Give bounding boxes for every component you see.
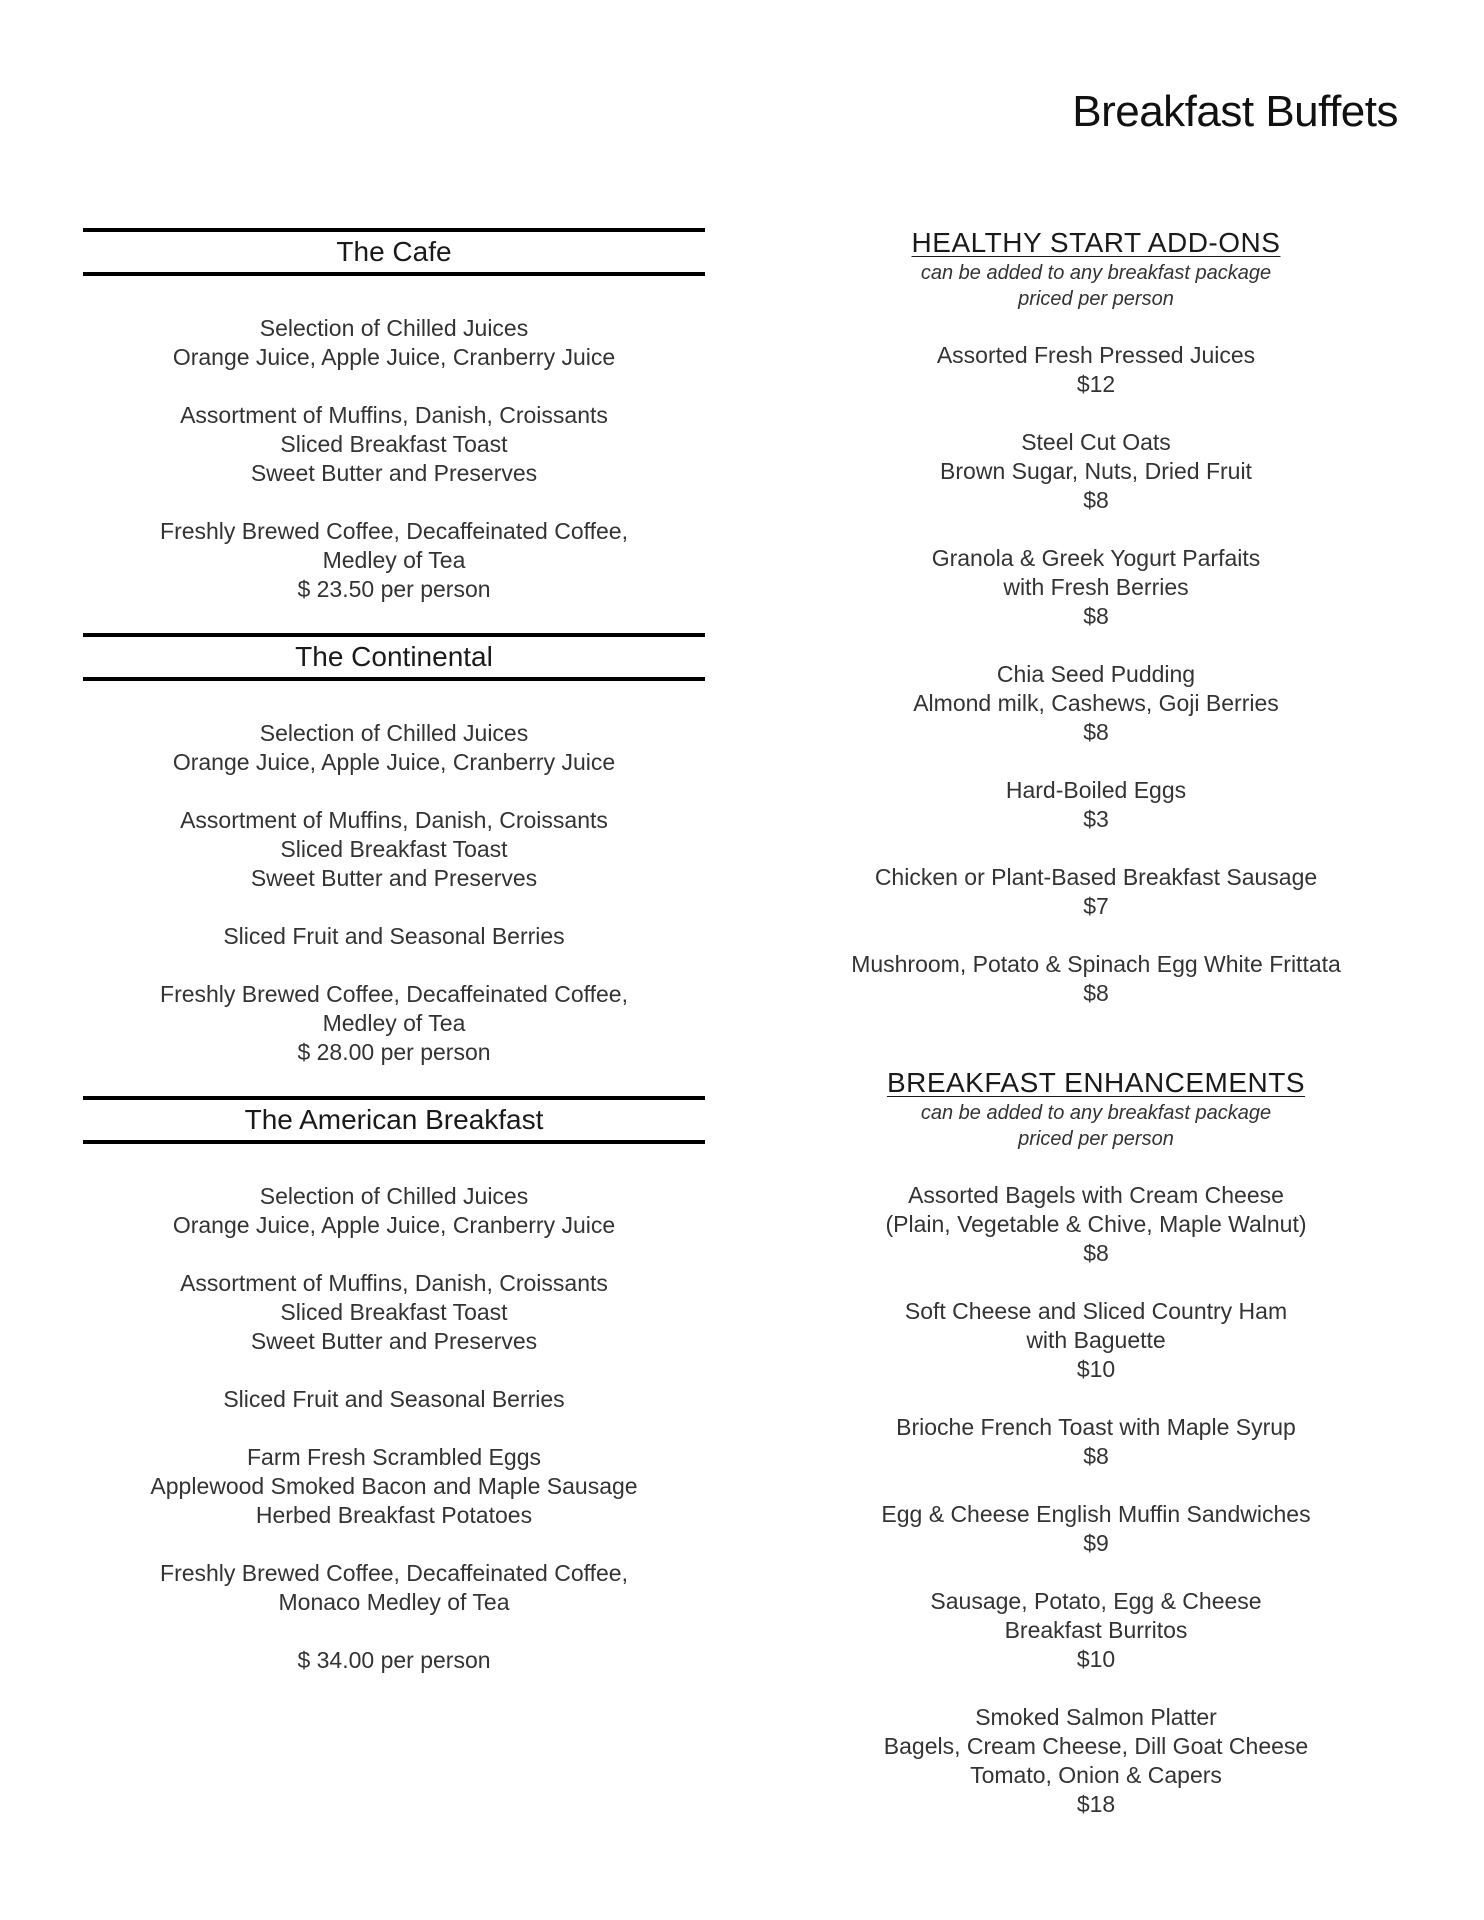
addon-price: $8 bbox=[1083, 719, 1109, 745]
menu-line: Sweet Butter and Preserves bbox=[250, 865, 538, 891]
addon-line: (Plain, Vegetable & Chive, Maple Walnut) bbox=[885, 1211, 1307, 1237]
menu-line: Sweet Butter and Preserves bbox=[250, 460, 538, 486]
menu-group bbox=[83, 1559, 705, 1617]
menu-group bbox=[83, 719, 705, 777]
addon-line: Mushroom, Potato & Spinach Egg White Frittata bbox=[851, 951, 1341, 977]
addon-price: $8 bbox=[1083, 603, 1109, 629]
menu-line: Assortment of Muffins, Danish, Croissants bbox=[180, 402, 608, 428]
menu-line: Sliced Breakfast Toast bbox=[280, 1299, 508, 1325]
package-title: The American Breakfast bbox=[83, 1096, 705, 1144]
addon-item bbox=[790, 660, 1402, 747]
menu-line: Selection of Chilled Juices bbox=[259, 1183, 529, 1209]
package-title: The Continental bbox=[83, 633, 705, 681]
addon-price: $7 bbox=[1083, 893, 1109, 919]
addon-price: $8 bbox=[1083, 1240, 1109, 1266]
addon-item bbox=[790, 1297, 1402, 1384]
addon-line: Brown Sugar, Nuts, Dried Fruit bbox=[940, 458, 1252, 484]
package-price: $ 23.50 per person bbox=[297, 576, 491, 602]
addon-item bbox=[790, 341, 1402, 399]
menu-group bbox=[83, 1646, 705, 1675]
package-the-cafe bbox=[83, 228, 705, 604]
addon-price: $10 bbox=[1076, 1646, 1116, 1672]
addon-item bbox=[790, 1181, 1402, 1268]
addon-item bbox=[790, 776, 1402, 834]
addon-item bbox=[790, 950, 1402, 1008]
package-body bbox=[83, 1144, 705, 1675]
menu-line: Assortment of Muffins, Danish, Croissants bbox=[180, 1270, 608, 1296]
addon-line: Tomato, Onion & Capers bbox=[970, 1762, 1222, 1788]
menu-line: Orange Juice, Apple Juice, Cranberry Juice bbox=[172, 749, 616, 775]
menu-line: Medley of Tea bbox=[322, 547, 466, 573]
package-body bbox=[83, 276, 705, 604]
addon-price: $18 bbox=[1076, 1791, 1116, 1817]
menu-line: Applewood Smoked Bacon and Maple Sausage bbox=[150, 1473, 638, 1499]
menu-group bbox=[83, 922, 705, 951]
addon-price: $12 bbox=[1076, 371, 1116, 397]
menu-group bbox=[83, 401, 705, 488]
addon-line: Bagels, Cream Cheese, Dill Goat Cheese bbox=[883, 1733, 1309, 1759]
package-the-continental bbox=[83, 633, 705, 1067]
menu-group bbox=[83, 517, 705, 604]
menu-group bbox=[83, 1269, 705, 1356]
addon-line: Brioche French Toast with Maple Syrup bbox=[896, 1414, 1296, 1440]
packages-column bbox=[83, 228, 705, 1704]
page-title: Breakfast Buffets bbox=[1072, 87, 1398, 136]
section-subtitle-line: priced per person bbox=[1018, 1128, 1174, 1150]
addon-price: $8 bbox=[1083, 1443, 1109, 1469]
addon-price: $10 bbox=[1076, 1356, 1116, 1382]
menu-group bbox=[83, 980, 705, 1067]
package-body bbox=[83, 681, 705, 1067]
addon-line: Soft Cheese and Sliced Country Ham bbox=[904, 1298, 1288, 1324]
addon-line: Chicken or Plant-Based Breakfast Sausage bbox=[874, 864, 1318, 890]
section-breakfast-enhancements bbox=[790, 1066, 1402, 1819]
menu-line: Selection of Chilled Juices bbox=[259, 720, 529, 746]
addon-item bbox=[790, 1500, 1402, 1558]
menu-line: Medley of Tea bbox=[322, 1010, 466, 1036]
addon-line: Assorted Fresh Pressed Juices bbox=[936, 342, 1256, 368]
addon-line: Sausage, Potato, Egg & Cheese bbox=[930, 1588, 1262, 1614]
addon-item bbox=[790, 1703, 1402, 1819]
menu-line: Orange Juice, Apple Juice, Cranberry Juice bbox=[172, 344, 616, 370]
addon-line: Steel Cut Oats bbox=[1021, 429, 1171, 455]
menu-line: Sliced Fruit and Seasonal Berries bbox=[223, 923, 565, 949]
package-title: The Cafe bbox=[83, 228, 705, 276]
section-healthy-start-add-ons bbox=[790, 226, 1402, 1008]
addon-item bbox=[790, 544, 1402, 631]
addon-item bbox=[790, 1587, 1402, 1674]
menu-group bbox=[83, 1443, 705, 1530]
addon-line: Egg & Cheese English Muffin Sandwiches bbox=[881, 1501, 1311, 1527]
section-title: BREAKFAST ENHANCEMENTS bbox=[886, 1067, 1306, 1098]
menu-line: Freshly Brewed Coffee, Decaffeinated Coffee, bbox=[160, 518, 628, 544]
addon-item bbox=[790, 863, 1402, 921]
addon-line: Assorted Bagels with Cream Cheese bbox=[908, 1182, 1284, 1208]
menu-line: Assortment of Muffins, Danish, Croissants bbox=[180, 807, 608, 833]
addons-column bbox=[790, 226, 1402, 1848]
menu-line: Monaco Medley of Tea bbox=[278, 1589, 510, 1615]
addon-price: $3 bbox=[1083, 806, 1109, 832]
menu-line: Herbed Breakfast Potatoes bbox=[255, 1502, 533, 1528]
menu-group bbox=[83, 1385, 705, 1414]
section-subtitle-line: priced per person bbox=[1018, 288, 1174, 310]
addon-item bbox=[790, 1413, 1402, 1471]
addon-price: $8 bbox=[1083, 487, 1109, 513]
addon-price: $8 bbox=[1083, 980, 1109, 1006]
addon-line: Breakfast Burritos bbox=[1004, 1617, 1188, 1643]
menu-line: Sliced Breakfast Toast bbox=[280, 836, 508, 862]
section-subtitle bbox=[790, 1100, 1402, 1152]
addon-line: with Fresh Berries bbox=[1003, 574, 1189, 600]
addon-line: Granola & Greek Yogurt Parfaits bbox=[931, 545, 1261, 571]
menu-group bbox=[83, 806, 705, 893]
addon-line: with Baguette bbox=[1026, 1327, 1166, 1353]
addon-line: Smoked Salmon Platter bbox=[975, 1704, 1217, 1730]
menu-line: Freshly Brewed Coffee, Decaffeinated Coffee, bbox=[160, 981, 628, 1007]
menu-line: Orange Juice, Apple Juice, Cranberry Juice bbox=[172, 1212, 616, 1238]
addon-line: Almond milk, Cashews, Goji Berries bbox=[913, 690, 1279, 716]
menu-line: Farm Fresh Scrambled Eggs bbox=[247, 1444, 541, 1470]
package-the-american-breakfast bbox=[83, 1096, 705, 1675]
menu-line: Sliced Breakfast Toast bbox=[280, 431, 508, 457]
menu-line: Freshly Brewed Coffee, Decaffeinated Coffee, bbox=[160, 1560, 628, 1586]
addon-price: $9 bbox=[1083, 1530, 1109, 1556]
section-subtitle-line: can be added to any breakfast package bbox=[920, 262, 1272, 284]
menu-group bbox=[83, 1182, 705, 1240]
menu-line: Selection of Chilled Juices bbox=[259, 315, 529, 341]
section-subtitle bbox=[790, 260, 1402, 312]
package-price: $ 28.00 per person bbox=[297, 1039, 491, 1065]
menu-line: Sliced Fruit and Seasonal Berries bbox=[223, 1386, 565, 1412]
section-title: HEALTHY START ADD-ONS bbox=[911, 227, 1281, 258]
addon-line: Hard-Boiled Eggs bbox=[1005, 777, 1187, 803]
section-subtitle-line: can be added to any breakfast package bbox=[920, 1102, 1272, 1124]
package-price: $ 34.00 per person bbox=[297, 1647, 491, 1673]
menu-group bbox=[83, 314, 705, 372]
addon-line: Chia Seed Pudding bbox=[996, 661, 1196, 687]
menu-line: Sweet Butter and Preserves bbox=[250, 1328, 538, 1354]
addon-item bbox=[790, 428, 1402, 515]
